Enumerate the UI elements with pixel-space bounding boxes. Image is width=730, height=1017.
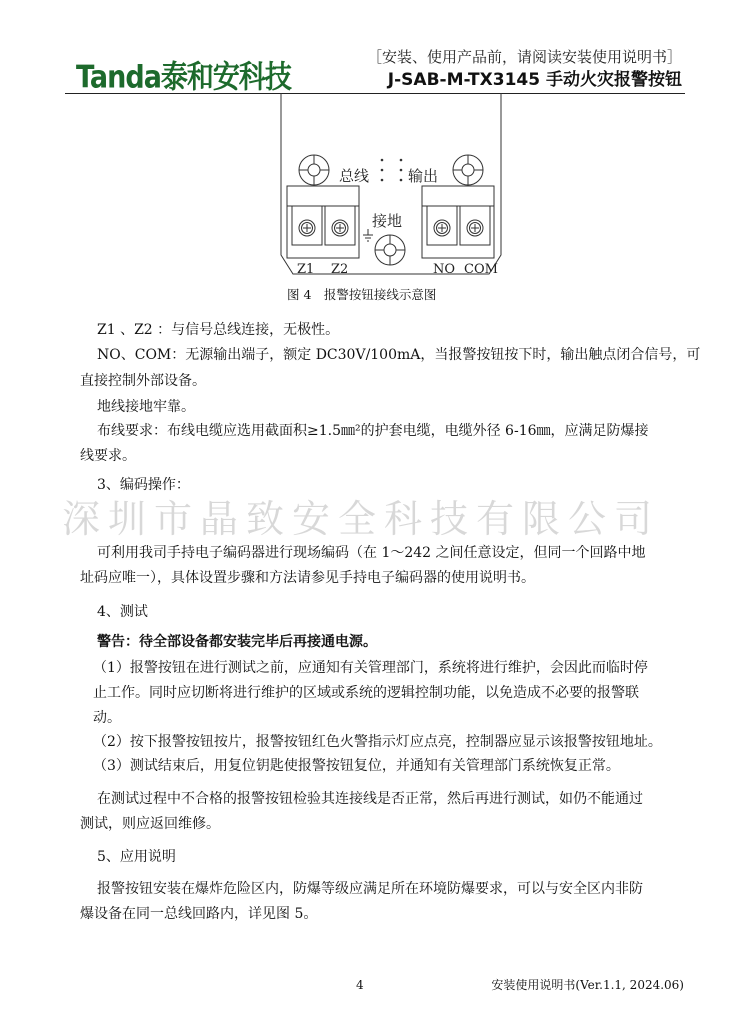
wiring-diagram — [270, 90, 520, 290]
terminal-com-label: COM — [464, 262, 498, 277]
test-step-1: （1）报警按钮在进行测试之前，应通知有关管理部门，系统将进行维护，会因此而临时停 — [93, 660, 648, 676]
warning-text: 警告：待全部设备都安装完毕后再接通电源。 — [97, 634, 377, 650]
header-notice: ［安装、使用产品前，请阅读安装使用说明书］ — [366, 48, 682, 66]
indicator-dots — [381, 159, 403, 182]
paragraph-application: 报警按钮安装在爆炸危险区内，防爆等级应满足所在环境防爆要求，可以与安全区内非防 — [97, 881, 643, 897]
test-step-1-cont2: 动。 — [93, 710, 121, 726]
screw-com-icon — [467, 220, 483, 236]
section-heading-test: 4、测试 — [97, 604, 148, 620]
paragraph-no-com: NO、COM：无源输出端子，额定 DC30V/100mA，当报警按钮按下时，输出触点闭合信号，可 — [97, 347, 701, 363]
screw-z1-icon — [299, 220, 315, 236]
mount-hole-left-icon — [299, 155, 329, 185]
ground-label: 接地 — [372, 212, 403, 230]
test-step-3: （3）测试结束后，用复位钥匙使报警按钮复位，并通知有关管理部门系统恢复正常。 — [93, 758, 620, 774]
terminal-block-left — [287, 186, 359, 258]
bus-label: 总线 — [339, 167, 370, 185]
terminal-no-label: NO — [433, 262, 456, 277]
paragraph-coding-cont: 址码应唯一），具体设置步骤和方法请参见手持电子编码器的使用说明书。 — [80, 570, 535, 586]
paragraph-application-cont: 爆设备在同一总线回路内，详见图 5。 — [80, 906, 318, 922]
mount-hole-right-icon — [453, 155, 483, 185]
terminal-z1-label: Z1 — [297, 262, 315, 277]
document-title: J-SAB-M-TX3145 手动火灾报警按钮 — [387, 70, 682, 90]
test-step-1-cont: 止工作。同时应切断将进行维护的区域或系统的逻辑控制功能，以免造成不必要的报警联 — [93, 685, 639, 701]
paragraph-wiring: 布线要求：布线电缆应选用截面积≥1.5㎜²的护套电缆，电缆外径 6-16㎜，应满足防爆接 — [97, 423, 649, 439]
paragraph-ground: 地线接地牢靠。 — [97, 399, 195, 415]
paragraph-z1z2: Z1 、Z2 ：与信号总线连接，无极性。 — [97, 322, 340, 338]
terminal-z2-label: Z2 — [331, 262, 349, 277]
ground-screw-icon — [375, 235, 405, 265]
section-heading-application: 5、应用说明 — [97, 849, 176, 865]
screw-no-icon — [434, 220, 450, 236]
test-step-2: （2）按下报警按钮按片，报警按钮红色火警指示灯应点亮，控制器应显示该报警按钮地址。 — [93, 734, 662, 750]
paragraph-no-com-cont: 直接控制外部设备。 — [80, 373, 206, 389]
company-logo: Tanda泰和安科技 — [76, 60, 291, 96]
paragraph-wiring-cont: 线要求。 — [80, 448, 136, 464]
paragraph-failed-test: 在测试过程中不合格的报警按钮检验其连接线是否正常，然后再进行测试，如仍不能通过 — [97, 791, 643, 807]
figure-caption: 图 4 报警按钮接线示意图 — [287, 287, 437, 302]
paragraph-coding: 可利用我司手持电子编码器进行现场编码（在 1～242 之间任意设定，但同一个回路中地 — [97, 545, 646, 561]
footer-doc-version: 安装使用说明书(Ver.1.1, 2024.06) — [491, 978, 684, 992]
watermark: 深圳市晶致安全科技有限公司 — [62, 497, 661, 541]
output-label: 输出 — [408, 167, 439, 185]
screw-z2-icon — [332, 220, 348, 236]
terminal-block-right — [422, 186, 494, 258]
ground-symbol-icon — [363, 229, 373, 241]
paragraph-failed-test-cont: 测试，则应返回维修。 — [80, 816, 220, 832]
page-number: 4 — [356, 978, 364, 992]
section-heading-coding: 3、编码操作： — [97, 477, 190, 493]
